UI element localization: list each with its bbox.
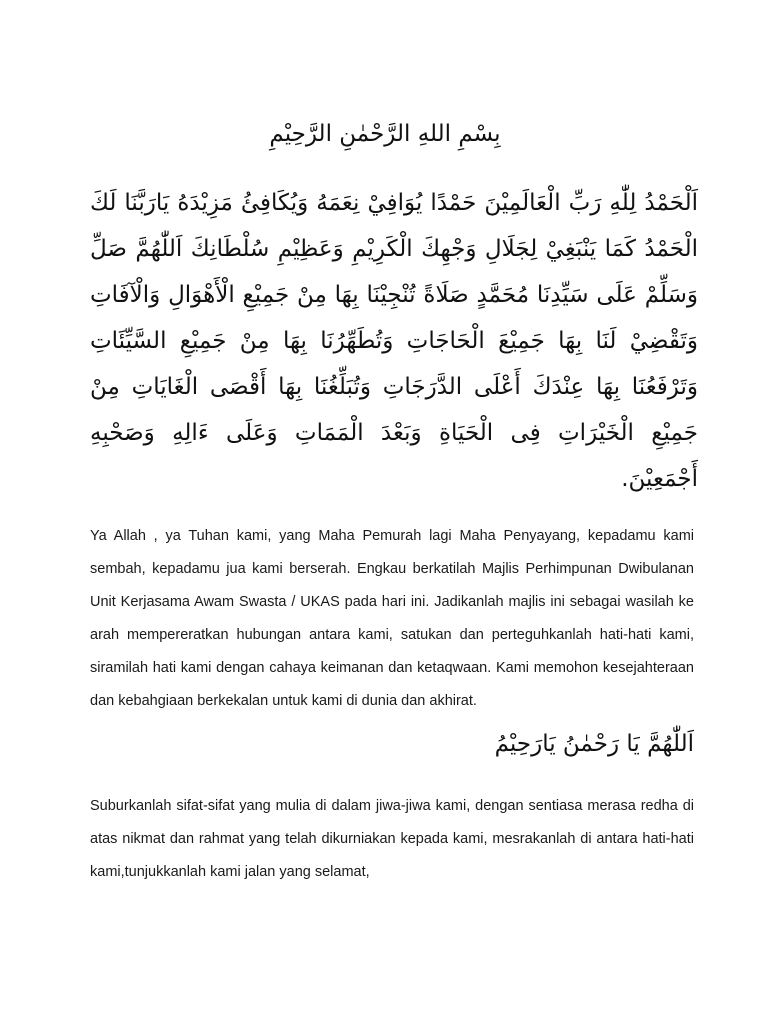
arabic-prayer-paragraph: اَلْحَمْدُ لِلّٰهِ رَبِّ الْعَالَمِيْنَ حَمْدًا يُوَافِيْ نِعَمَهُ وَيُكَافِئُ مَزِيْدَهُ يَارَبَّنَا لَكَ الْحَمْدُ كَمَا يَنْبَغِيْ لِجَلَالِ وَجْهِكَ الْكَرِيْمِ وَعَظِيْمِ سُلْطَانِكَ اَللّٰهُمَّ صَلِّ وَسَلِّمْ عَلَى سَيِّدِنَا مُحَمَّدٍ صَلَاةً تُنْجِيْنَا بِهَا مِنْ جَمِيْعِ الْأَهْوَالِ وَالْآفَاتِ وَتَقْضِيْ لَنَا بِهَا جَمِيْعَ الْحَاجَاتِ وَتُطَهِّرُنَا بِهَا مِنْ جَمِيْعِ السَّيِّئَاتِ وَتَرْفَعُنَا بِهَا عِنْدَكَ أَعْلَى الدَّرَجَاتِ وَتُبَلِّغُنَا بِهَا أَقْصَى الْغَايَاتِ مِنْ جَمِيْعِ الْخَيْرَاتِ فِى الْحَيَاةِ وَبَعْدَ الْمَمَاتِ وَعَلَى ءَالِهِ وَصَحْبِهِ أَجْمَعِيْنَ.	[90, 190, 698, 492]
malay-prayer-paragraph-2: Suburkanlah sifat-sifat yang mulia di dalam jiwa-jiwa kami, dengan sentiasa merasa redha di atas nikmat dan rahmat yang telah dikurniakan kepada kami, mesrakanlah di antara hati-hati kami,tunjukkanlah kami jalan yang selamat,	[90, 798, 694, 880]
malay-prayer-paragraph-1: Ya Allah , ya Tuhan kami, yang Maha Pemurah lagi Maha Penyayang, kepadamu kami sembah, kepadamu jua kami berserah. Engkau berkatilah Majlis Perhimpunan Dwibulanan Unit Kerjasama Awam Swasta / UKAS pada hari ini. Jadikanlah majlis ini sebagai wasilah ke arah mempereratkan hubungan antara kami, satukan dan perteguhkanlah hati-hati kami, siramilah hati kami dengan cahaya keimanan dan ketaqwaan. Kami memohon kesejahteraan dan kebahgiaan berkekalan untuk kami di dunia dan akhirat.	[90, 528, 694, 709]
arabic-dua-line: اَللّٰهُمَّ يَا رَحْمٰنُ يَارَحِيْمُ	[494, 731, 694, 757]
basmala-heading: بِسْمِ اللهِ الرَّحْمٰنِ الرَّحِيْمِ	[269, 121, 501, 147]
